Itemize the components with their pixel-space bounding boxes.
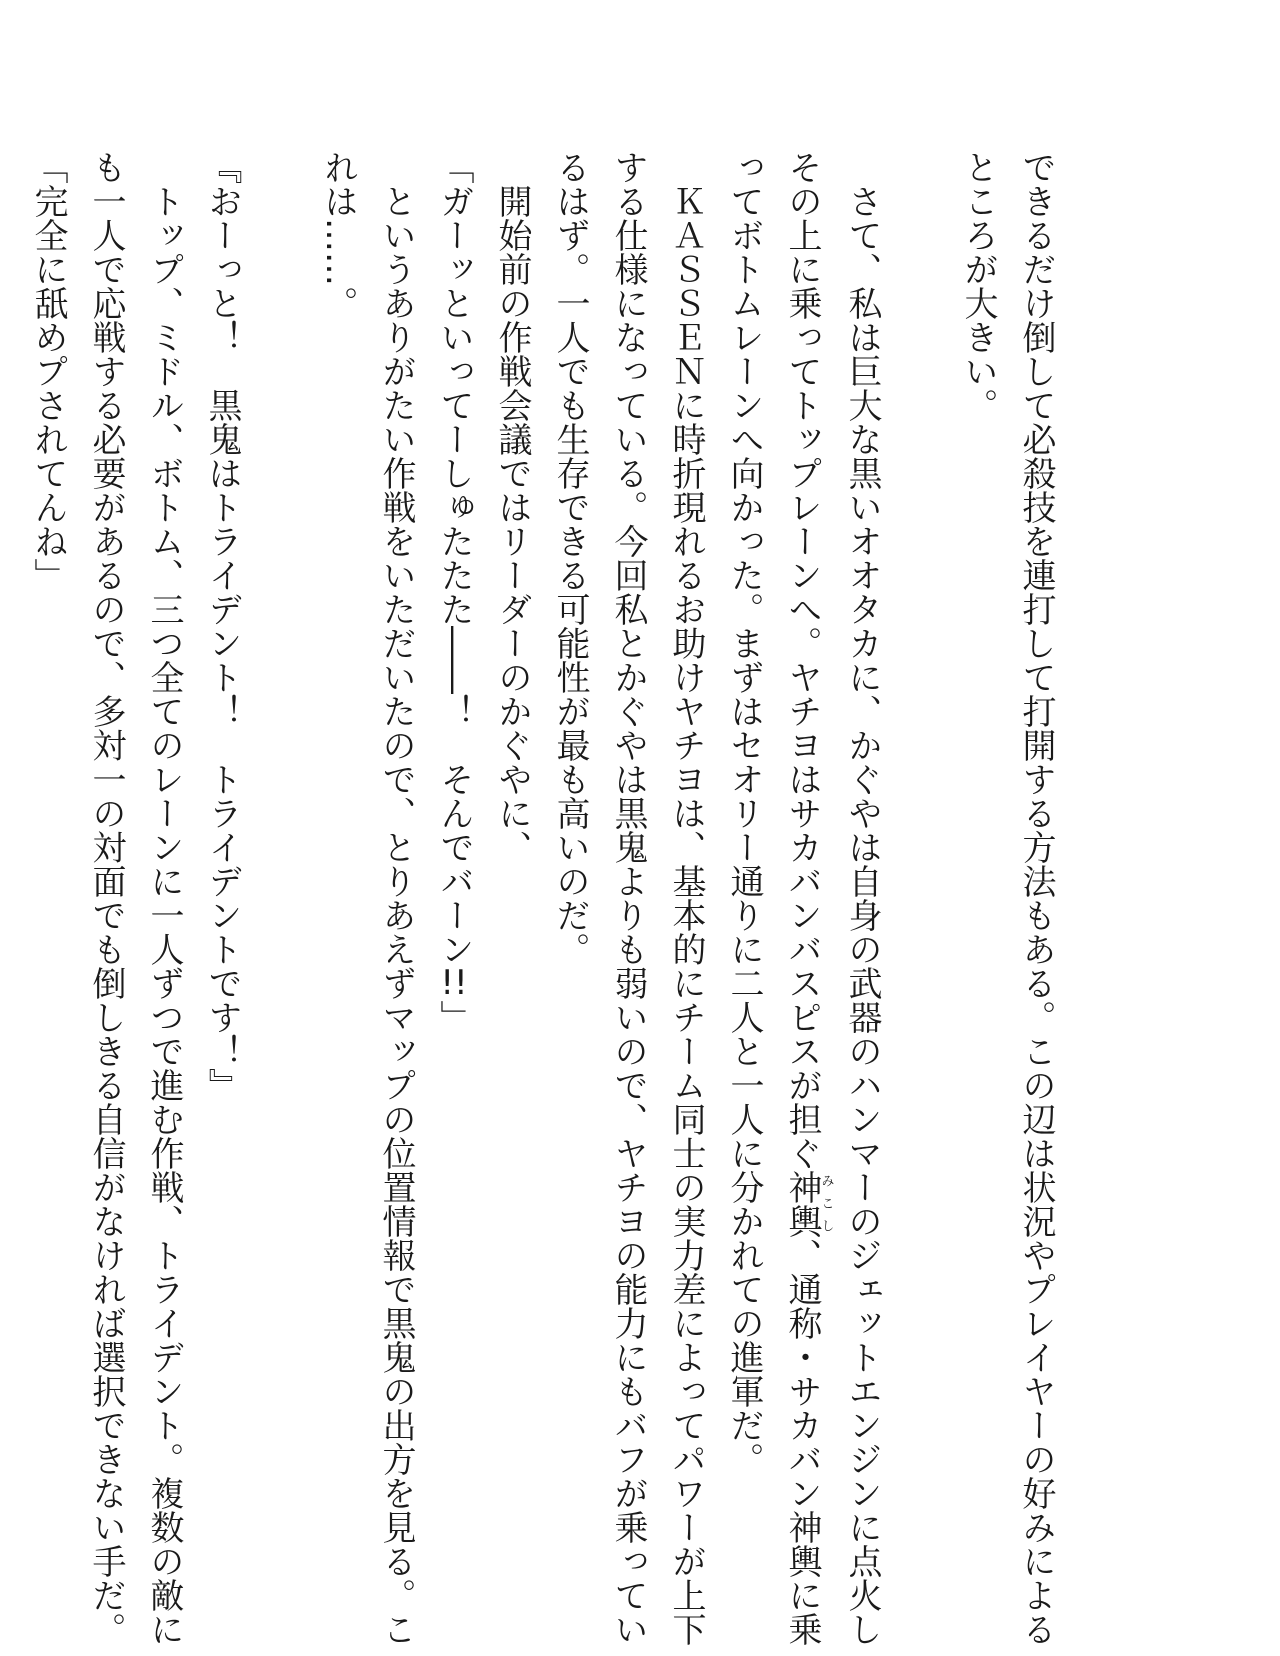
text-line-1: できるだけ倒して必殺技を連打して打開する方法もある。この辺は状況やプレイヤーの好みによる [1016, 150, 1056, 1646]
text-line-4 [773, 150, 834, 1646]
ruby-base: 神輿 [782, 1170, 822, 1238]
text-line-12: れは……。 [318, 150, 358, 320]
text-line-5: ってボトムレーンへ向かった。まずはセオリー通りに二人と一人に分かれての進軍だ。 [724, 150, 764, 1476]
text-line-10 [425, 150, 483, 1520]
text-line-10-mid: ！ そんでバーン [434, 694, 474, 966]
text-line-7: する仕様になっている。今回私とかぐやは黒鬼よりも弱いので、ヤチヨの能力にもバフが乗ってい [608, 150, 648, 1646]
text-line-9: 開始前の作戦会議ではリーダーのかぐやに、 [492, 150, 532, 864]
text-line-4-end: に乗 [782, 1578, 822, 1646]
text-line-11: というありがたい作戦をいただいたので、とりあえずマップの位置情報で黒鬼の出方を見る。こ [376, 150, 416, 1646]
text-line-10-head: 「ガーッといってーしゅたたた [434, 150, 474, 626]
text-line-15: も一人で応戦する必要があるので、多対一の対面でも倒しきる自信がなければ選択できない手だ。 [86, 150, 126, 1646]
vertical-text-body [19, 150, 1065, 1646]
ruby-mikoshi [782, 1170, 834, 1238]
text-line-16: 「完全に舐めプされてんね」 [28, 150, 68, 592]
text-line-3: さて、私は巨大な黒いオオタカに、かぐやは自身の武器のハンマーのジェットエンジンに点火し [842, 150, 882, 1646]
text-line-4-mid: 、通称・サカバン [782, 1238, 822, 1510]
text-line-8: るはず。一人でも生存できる可能性が最も高いのだ。 [550, 150, 590, 966]
text-line-4-head: その上に乗ってトップレーンへ。ヤチヨはサカバンバスピスが担ぐ [782, 150, 822, 1170]
text-line-6: ＫＡＳＳＥＮに時折現れるお助けヤチヨは、基本的にチーム同士の実力差によってパワーが上下 [666, 150, 706, 1646]
text-line-13: 『おーっと！ 黒鬼はトライデント！ トライデントです！』 [202, 150, 242, 1102]
paragraph-break [891, 150, 949, 1520]
ruby-reading: みこし [818, 1170, 834, 1238]
closing-bracket: 」 [434, 1000, 474, 1034]
ruby-base-repeat: 神輿 [782, 1510, 822, 1578]
double-exclamation: !! [440, 966, 468, 1000]
paragraph-break [251, 150, 309, 1520]
text-line-14: トップ、ミドル、ボトム、三つ全てのレーンに一人ずつで進む作戦、トライデント。複数の敵に [144, 150, 184, 1646]
long-dash: ―― [434, 626, 474, 694]
text-line-2: ところが大きい。 [958, 150, 998, 422]
